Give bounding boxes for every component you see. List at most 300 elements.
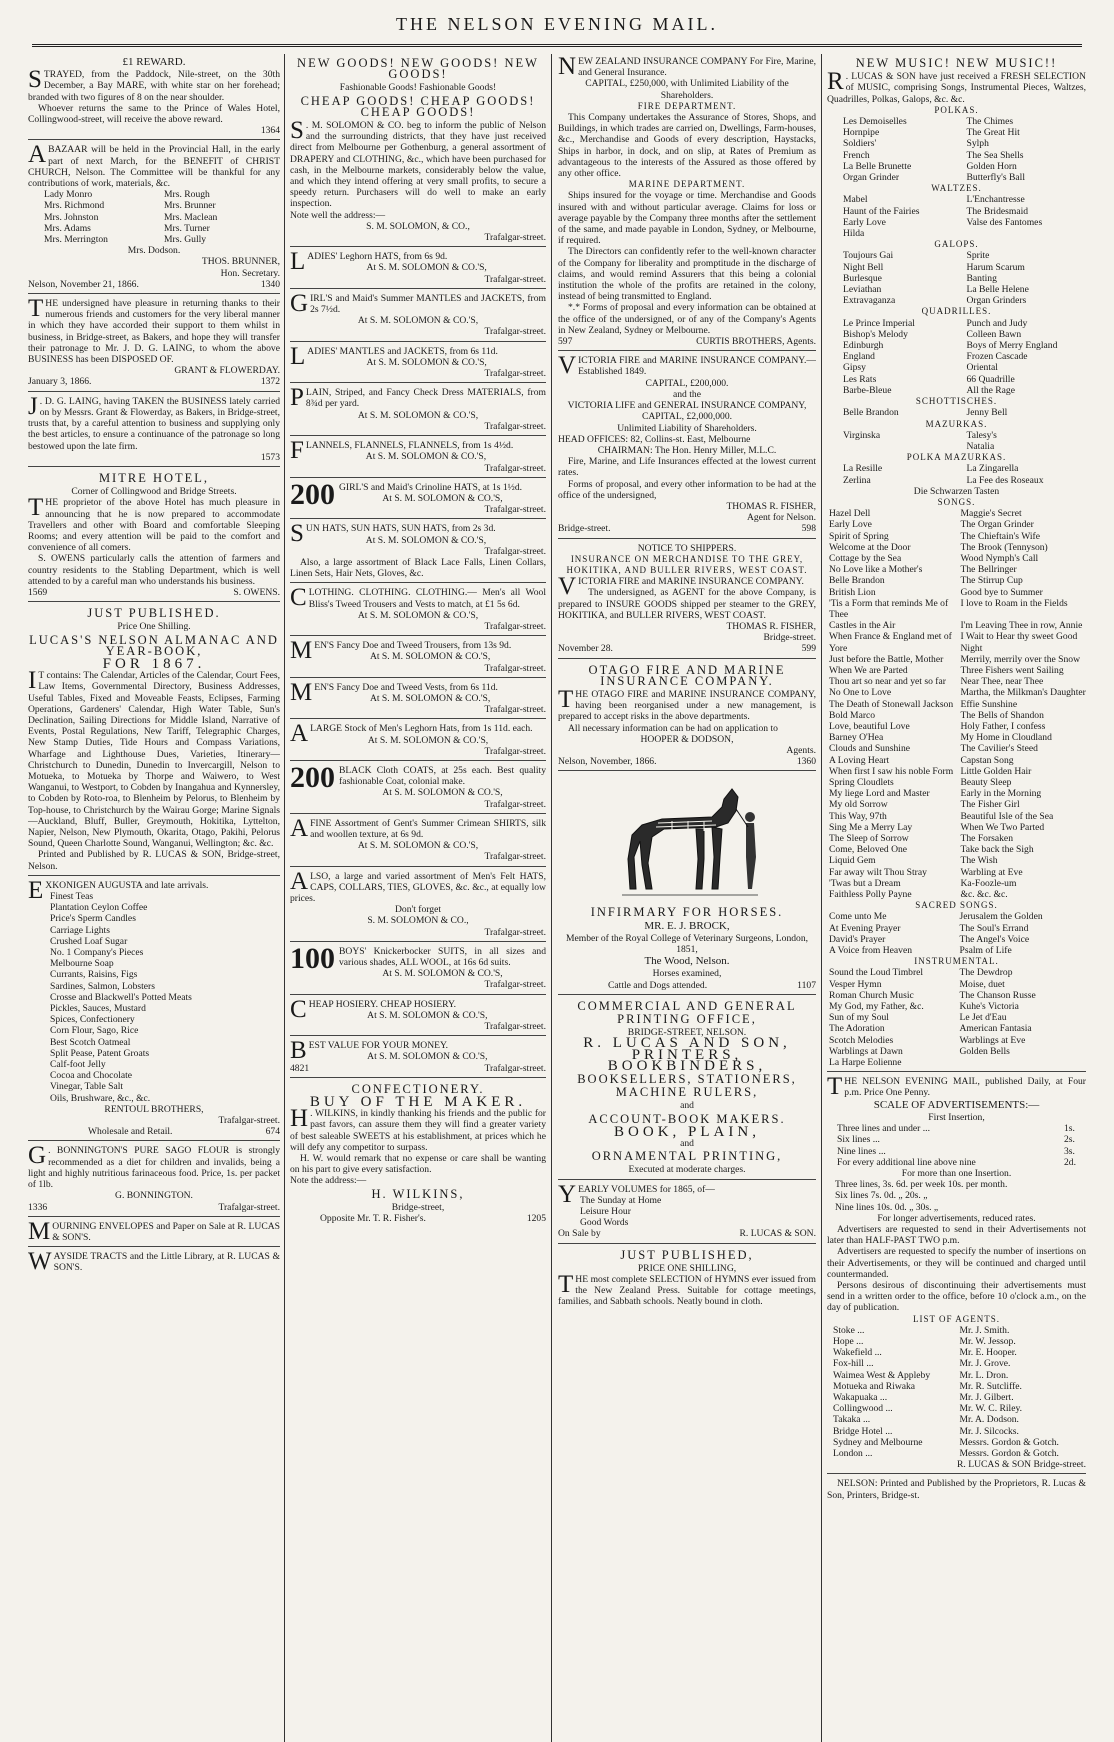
song-title: The Fisher Girl [960,799,1020,811]
victoria-insurance-ad [558,353,816,538]
scale-label: For every additional line above nine [837,1156,976,1168]
ad-trade: BOOK, PLAIN, [614,1123,760,1140]
ad-signature: THOMAS R. FISHER, [726,620,816,632]
sacred-songs-list [827,911,1086,956]
music-item: French [843,149,870,161]
column-rule [821,54,822,1742]
ad-number: 598 [801,523,816,535]
ad-street: Bridge-street. [763,632,816,644]
scale-price: 2d. [1064,1156,1076,1168]
volumes-list [558,1195,816,1229]
ad-address: At S. M. SOLOMON & CO.'S, [369,692,491,704]
solomon-item-ad [290,869,546,942]
ad-body: . M. SOLOMON & CO. beg to inform the public of Nelson and the surrounding districts, that they have just received direct from Melbourne per Gothenburg, a general assortment of DRAPERY and CLOTHING, &c., which have been purchased for cash, in the Melbourne markets, considerably below the value, and which they intend offering at very small profits, to secure a speedy return. Purchasers will do well to make an early inspection. [290,120,546,210]
ad-body: LSO, a large and varied assortment of Men's Felt HATS, CAPS, COLLARS, TIES, GLOVES, &c. &c., at equally low prices. [290,870,546,904]
music-section-title: WALTZES. [931,183,982,194]
ad-trade: MACHINE RULERS, [615,1085,759,1100]
volume-item: The Sunday at Home [580,1194,662,1206]
drop-cap: S [28,66,42,94]
goods-item: Plantation Ceylon Coffee [50,902,148,914]
music-list [827,116,1086,183]
solomon-item-ad [290,816,546,867]
goods-item: Vinegar, Table Salt [50,1081,124,1093]
ad-body: HE proprietor of the above Hotel has much pleasure in announcing that he is now prepared to accommodate Travellers and other with Board and comfortable Sleeping Rooms; and every attention will be paid to the comfort and convenience of all comers. [28,497,280,554]
ad-subheading: Fashionable Goods! Fashionable Goods! [339,82,497,94]
ad-firm: R. LUCAS AND SON, [583,1035,791,1052]
ad-number: 599 [801,643,816,655]
ad-signature: RENTOUL BROTHERS, [104,1103,204,1115]
ad-date: Nelson, November 21, 1866. [28,278,139,290]
ad-address: At S. M. SOLOMON & CO.'S, [366,262,487,274]
ad-heading: JUST PUBLISHED. [87,606,221,621]
ad-note: Note well the address:— [290,209,386,221]
scale-row: Six lines 7s. 0d. „ 20s. „ [835,1190,928,1202]
ad-body: HEAP HOSIERY. CHEAP HOSIERY. [308,998,457,1010]
solomon-item-ad [290,760,546,814]
committee-name: Mrs. Turner [164,222,210,234]
drop-cap: Y [558,1180,577,1208]
song-title: When France & England met of Yore [829,631,952,654]
goods-item: Calf-foot Jelly [50,1059,106,1071]
sacred-song-title: The Angel's Voice [959,933,1030,945]
sacred-song-title: Come unto Me [829,911,887,923]
song-title: When We Two Parted [960,821,1045,833]
ad-body: The undersigned, as AGENT for the above Company, is prepared to INSURE GOODS shipped per steamer to the GREY, HOKITIKA, and BULLER RIVERS, WEST COAST. [558,587,816,621]
instrumental-title: My God, my Father, &c. [829,1001,924,1013]
music-item: The Chimes [966,116,1014,128]
music-item: The Sea Shells [966,149,1024,161]
song-title: The Organ Grinder [960,519,1034,531]
ad-heading: MITRE HOTEL, [98,470,210,485]
wayside-tracts-ad [28,1249,280,1276]
drop-cap: J [28,392,38,420]
drop-cap: P [290,384,304,412]
scale-row: Nine lines 10s. 0d. „ 30s. „ [835,1201,939,1213]
music-section-title: QUADRILLES. [921,306,992,317]
drop-cap: A [290,720,309,748]
music-item: Bishop's Melody [843,328,908,340]
ad-street: Trafalgar-street. [484,1021,546,1033]
ad-number: 1573 [260,451,280,463]
ad-signature-title: Agents. [786,744,816,756]
music-item: Barbe-Bleue [843,384,892,396]
song-title: Early in the Morning [960,788,1042,800]
ad-address: At S. M. SOLOMON & CO.'S, [367,1051,488,1063]
drop-cap: T [558,685,574,713]
ad-address: At S. M. SOLOMON & CO.'S, [365,451,487,463]
ad-year: FOR 1867. [102,655,206,672]
column-rule [284,54,285,1742]
music-item: Extravaganza [843,295,896,307]
ad-subheading: Corner of Collingwood and Bridge Streets. [71,486,237,498]
ad-address: At S. M. SOLOMON & CO.'S, [357,609,479,621]
scale-more [827,1179,1086,1213]
ad-heading: CHEAP GOODS! CHEAP GOODS! CHEAP GOODS! [300,93,536,119]
ad-body: . LUCAS & SON have just received a FRESH SELECTION of MUSIC, comprising Songs, Instrumental Pieces, Waltzes, Quadrilles, Polkas, Galops, &c. &c. [827,71,1086,105]
drop-cap: A [290,867,309,895]
solomon-item-ad [290,521,546,583]
ad-connector: and [680,1138,694,1150]
ad-note: Wholesale and Retail. [88,1126,173,1138]
drop-cap: W [28,1248,52,1276]
hymns-ad [558,1246,816,1311]
agent-name: Mr. J. Grove. [959,1358,1011,1370]
music-item: Sprite [966,250,990,262]
instrumental-title: Vesper Hymn [829,978,882,990]
ad-number: 1107 [797,979,816,991]
volume-item: Leisure Hour [580,1206,631,1218]
ad-number: 1340 [260,278,280,290]
ad-street: Trafalgar-street. [484,462,546,474]
ad-heading: BUY OF THE MAKER. [309,1094,527,1111]
music-item: La Resille [843,463,883,475]
ad-address: At S. M. SOLOMON & CO.'S, [357,315,479,327]
ad-signature: HOOPER & DODSON, [640,733,734,745]
song-title: Cottage by the Sea [829,552,902,564]
ad-body: Advertisers are requested to specify the number of insertions on their Advertisements, or they will be continued and charged until countermanded. [827,1246,1086,1280]
drop-cap: T [28,494,44,522]
goods-item: Carriage Lights [50,924,110,936]
scale-price: 1s. [1064,1123,1075,1135]
drop-cap: L [290,248,306,276]
ad-date: January 3, 1866. [28,376,92,388]
agent-name: Mr. W. Jessop. [959,1335,1016,1347]
drop-cap: R [827,68,844,96]
agents-heading: LIST OF AGENTS. [912,1313,1001,1324]
ad-signature: S. OWENS. [233,586,280,598]
sacred-song-title: At Evening Prayer [829,922,901,934]
music-item: Talesy's [966,429,997,441]
drop-cap: E [28,876,44,904]
ad-body: All necessary information can be had on application to [568,722,778,734]
music-item: La Zingarella [966,463,1019,475]
drop-cap: I [28,667,37,695]
music-item: Les Rats [843,373,877,385]
solomon-item-ad [290,385,546,436]
solomon-item-ad [290,438,546,478]
agent-name: Mr. A. Dodson. [959,1414,1019,1426]
committee-name: Mrs. Dodson. [127,245,181,257]
ad-subheading: INSURANCE ON MERCHANDISE TO THE GREY, HOKITIKA, AND BULLER RIVERS, WEST COAST. [566,553,808,575]
scale-label: Six lines ... [837,1134,880,1146]
agent-location: Hope ... [833,1335,864,1347]
ad-street: Trafalgar-street. [484,620,546,632]
ad-body: LAIN, Striped, and Fancy Check Dress MATERIALS, from 8¾d per yard. [305,387,546,410]
ad-body: Persons desirous of discontinuing their advertisements must send in a written order to the office, before 10 o'clock a.m., on the day of publication. [827,1279,1086,1314]
solomon-item-ad [290,680,546,720]
ad-body: . BONNINGTON'S PURE SAGO FLOUR is strongly recommended as a diet for children and invalids, being a light and highly nutritious farinaceous food. Price, 1s. per packet of 1lb. [28,1145,280,1191]
notice-to-shippers-ad [558,541,816,659]
goods-item: Split Pease, Patent Groats [50,1047,150,1059]
committee-name: Mrs. Merrington [44,234,108,246]
ad-trade: PRINTERS, [631,1046,743,1063]
ad-body: HE most complete SELECTION of HYMNS ever issued from the New Zealand Press. Suitable for cottage meetings, families, and Sabbath schools. Neatly bound in cloth. [558,1274,816,1308]
ad-heading: EARLY VOLUMES for 1865, of— [578,1183,715,1195]
instrumental-list [827,967,1086,1068]
music-section-title: SCHOTTISCHES. [915,396,998,407]
ad-body: GIRL'S and Maid's Crinoline HATS, at 1s 1½d. [339,481,523,493]
music-list [827,407,1086,418]
ad-body: S. OWENS particularly calls the attention of farmers and country residents to the Stabling Department, which is well attended to by a careful man who understands his business. [28,553,280,587]
song-title: Come, Beloved One [829,844,908,856]
song-title: The Brook (Tennyson) [960,541,1048,553]
song-title: I Wait to Hear thy sweet Good Night [960,631,1078,654]
song-title: Beauty Sleep [960,777,1012,788]
music-item: Natalia [966,440,995,452]
drop-cap: L [290,342,306,370]
ad-title: LUCAS'S NELSON ALMANAC AND YEAR-BOOK, [29,632,279,658]
song-title: Liquid Gem [829,855,876,867]
column-4 [827,54,1086,1738]
ad-street: Trafalgar-street. [484,662,546,674]
ad-signature: THOS. BRUNNER, [201,256,280,268]
agent-location: Bridge Hotel ... [833,1425,893,1437]
instrumental-title: Roman Church Music [829,989,914,1001]
committee-name: Mrs. Gully [164,234,207,246]
ad-capital: CAPITAL, £2,000,000. [641,411,733,423]
ad-heading: VICTORIA LIFE and GENERAL INSURANCE COMPANY, [567,400,807,412]
bazaar-ad [28,142,280,294]
agent-location: Sydney and Melbourne [833,1436,923,1448]
music-item: Hornpipe [843,127,880,139]
scale-table [827,1123,1086,1168]
drop-cap: C [290,584,307,612]
song-title: British Lion [829,586,876,598]
imprint-text: NELSON: Printed and Published by the Proprietors, R. Lucas & Son, Printers, Bridge-st. [827,1478,1086,1501]
ad-office: HEAD OFFICES: 82, Collins-st. East, Melbourne [558,433,751,445]
agent-name: Mr. L. Dron. [959,1369,1009,1381]
ad-body: OURNING ENVELOPES and Paper on Sale at R. LUCAS & SON'S. [52,1220,280,1243]
ad-heading: NOTICE TO SHIPPERS. [637,542,737,554]
ad-address: Opposite Mr. T. R. Fisher's. [320,1213,426,1225]
music-item: Early Love [843,216,886,228]
ad-body: BLACK Cloth COATS, at 25s each. Best quality fashionable Coat, colonial make. [339,764,546,788]
ad-street: Trafalgar-street. [484,232,546,244]
solomon-item-ad [290,585,546,636]
ad-connector: and [680,1100,694,1112]
solomon-item-ad [290,941,546,995]
committee-name: Mrs. Johnston [44,211,99,223]
music-item: Mabel [843,194,868,206]
music-item [843,441,963,452]
song-title: Capstan Song [960,754,1014,766]
ad-heading: JUST PUBLISHED, [620,1247,754,1262]
drop-cap: A [290,814,309,842]
ad-body: EST VALUE FOR YOUR MONEY. [308,1040,449,1052]
song-title: Early Love [829,519,872,531]
agent-location: Motueka and Riwaka [833,1380,916,1392]
scale-subheading: For more than one Insertion. [901,1167,1012,1179]
ad-date: November 28. [558,643,613,655]
goods-item: Spices, Confectionery [50,1014,135,1026]
ad-trade: BOOKBINDERS, [607,1057,767,1074]
drop-number: 200 [290,760,335,794]
wilkins-confectionery-ad [290,1080,546,1227]
ad-body: ADIES' Leghorn HATS, from 6s 9d. [307,251,448,263]
ad-imprint: Printed and Published by R. LUCAS & SON, Bridge-street, Nelson. [28,849,280,872]
drop-cap: G [28,1142,47,1170]
music-section-title: INSTRUMENTAL. [914,956,999,967]
goods-item: Corn Flour, Sago, Rice [50,1025,139,1037]
music-item: Organ Grinder [843,172,900,184]
instrumental-title: Warblings at Eve [959,1034,1026,1046]
ad-signature: CURTIS BROTHERS, Agents. [696,336,816,348]
ad-street: Trafalgar-street. [484,545,546,557]
ad-body: TRAYED, from the Paddock, Nile-street, on the 30th December, a Bay MARE, with white star on her forehead; branded with two figures of 8 on the near shoulder. [28,69,280,103]
song-title: Bold Marco [829,709,876,721]
drop-cap: B [290,1037,307,1065]
ad-address: BRIDGE-STREET, NELSON. [627,1027,747,1039]
ad-street: Trafalgar-street. [484,273,546,285]
song-title: Beautiful Isle of the Sea [960,810,1054,822]
agent-location: Wakapuaka ... [833,1391,888,1403]
agent-location: Takaka ... [833,1414,871,1426]
committee-name: Lady Monro [44,189,93,201]
ad-section-title: MARINE DEPARTMENT. [628,179,746,190]
ad-number: 597 [558,336,573,348]
ad-signature-title: Agent for Nelson. [746,512,816,524]
ad-signature: THOMAS R. FISHER, [726,500,816,512]
agent-name: Mr. J. Gilbert. [959,1391,1014,1403]
bonnington-ad [28,1143,280,1216]
song-title: No Love like a Mother's [829,564,923,576]
ad-body: HE OTAGO FIRE and MARINE INSURANCE COMPANY, having been reorganised under a new management, is prepared to accept risks in the above departments. [558,688,816,723]
music-list [827,250,1086,306]
goods-item: Crushed Loaf Sugar [50,935,128,947]
ad-street: Trafalgar-street. [484,745,546,757]
yearly-volumes-ad [558,1182,816,1244]
ad-body: The Directors can confidently refer to the well-known character of the Company for liberality and promptitude in the discharge of claims, and would remind Assurers that this being a colonial institution the whole of the profits are retained in the colony, instead of being transmitted to England. [558,246,816,303]
drop-cap: V [558,573,577,601]
ad-street: Trafalgar-street. [484,504,546,516]
music-section-title: SONGS. [937,496,976,507]
ad-heading: PRINTING OFFICE, [617,1012,757,1027]
sacred-song-title: A Voice from Heaven [829,945,913,957]
ad-body: Horses examined, [652,968,722,980]
song-title: Just before the Battle, Mother [829,653,944,665]
agent-location: Waimea West & Appleby [833,1369,931,1381]
music-item: Sylph [966,138,989,150]
solomon-main-ad [290,54,546,247]
instrumental-title: The Chanson Russe [959,989,1036,1001]
ad-body: Also, a large assortment of Black Lace Falls, Linen Collars, Linen Sets, Hair Nets, Gloves, &c. [290,556,546,580]
ad-street: Trafalgar-street. [484,851,546,863]
ad-street: Bridge-street. [558,523,611,535]
instrumental-title: Le Jet d'Eau [959,1012,1007,1024]
ad-body: BAZAAR will be held in the Provincial Hall, in the early part of next March, for the BENEFIT of CHRIST CHURCH, Nelson. The Committee will be thankful for any contributions of work, materials, &c. [28,144,280,190]
music-item: Burlesque [843,272,882,284]
reward-ad [28,54,280,140]
ad-capital: CAPITAL, £250,000, with Unlimited Liability of the Shareholders. [585,78,789,101]
ad-body: H. W. would remark that no expense or care shall be wanting on his part to give every satisfaction. [290,1153,546,1176]
ad-signature: S. M. SOLOMON, & CO., [366,220,470,232]
grant-flowerday-ad [28,296,280,392]
song-title: Take back the Sigh [960,844,1034,856]
ad-address: At S. M. SOLOMON & CO.'S, [369,651,491,663]
song-title: Love, beautiful Love [829,720,910,732]
song-title: Holy Father, I confess [960,720,1046,732]
solomon-item-ad [290,344,546,384]
ad-heading: NEW MUSIC! NEW MUSIC!! [855,56,1058,70]
music-item: L'Enchantresse [966,194,1025,206]
song-title: Merrily, merrily over the Snow [960,653,1081,665]
ad-address: At S. M. SOLOMON & CO.'S, [382,492,503,504]
goods-list [28,891,280,1104]
music-item: 66 Quadrille [966,373,1015,385]
agent-location: Collingwood ... [833,1403,893,1415]
ad-body: . D. G. LAING, having TAKEN the BUSINESS lately carried on by Messrs. Grant & Flowerday, as Bakers, in Bridge-street, trusts that, by a careful attention to business and supplying only the best articles, to ensure a continuance of the patronage so long bestowed upon the late firm. [28,395,280,452]
ad-body: Fire, Marine, and Life Insurances effected at the lowest current rates. [558,456,816,479]
ad-note: On Sale by [558,1228,601,1240]
evening-mail-ad [827,1074,1086,1474]
ad-body: This Company undertakes the Assurance of Stores, Shops, and Buildings, in which trades are carried on, Dwellings, Farm-houses, &c., Merchandise and Goods of every description, Haystacks, Ships in harbor, in dock, and on slip, at Rates of Premium as advantageous to the interests of the Assured as those offered by any other office. [558,112,816,180]
ad-body: . WILKINS, in kindly thanking his friends and the public for past favors, can assure them they will find a greater variety of best saleable SWEETS at his establishment, at prices which he will defy any competitor to surpass. [290,1108,546,1153]
ad-body: HE NELSON EVENING MAIL, published Daily, at Four p.m. Price One Penny. [844,1076,1086,1099]
ad-body: ADIES' MANTLES and JACKETS, from 6s 11d. [307,345,498,357]
ad-street: Trafalgar-street. [218,1201,280,1213]
sacred-song-title: Jerusalem the Golden [959,911,1043,923]
scale-heading: SCALE OF ADVERTISEMENTS:— [873,1098,1040,1111]
music-item: Belle Brandon [843,407,899,419]
goods-item: Crosse and Blackwell's Potted Meats [50,991,192,1003]
song-title: This Way, 97th [829,810,887,822]
ad-address: At S. M. SOLOMON & CO.'S, [366,356,487,368]
drop-cap: M [290,678,313,706]
ad-trade: ACCOUNT-BOOK MAKERS. [588,1111,786,1126]
ad-body: BOYS' Knickerbocker SUITS, in all sizes and various shades, ALL WOOL, at 16s 6d suits. [339,945,546,969]
ad-address: At S. M. SOLOMON & CO.'S, [357,840,479,852]
music-item: England [843,351,875,363]
sacred-song-title: Psalm of Life [959,945,1012,957]
ad-body: *.* Forms of proposal and every information can be obtained at the office of the undersigned, or of any of the Company's Agents in New Zealand, Sydney or Melbourne. [558,302,816,336]
music-item: Haunt of the Fairies [843,205,920,217]
drop-cap: T [558,1271,574,1299]
goods-item: Cocoa and Chocolate [50,1070,133,1082]
ad-address: At S. M. SOLOMON & CO.'S, [382,787,503,799]
ad-heading: CONFECTIONERY. [351,1081,485,1096]
scale-price: 3s. [1064,1145,1075,1157]
ad-street: Trafalgar-street. [484,926,546,938]
music-item: Valse des Fantomes [966,216,1043,228]
ad-number: 4821 [290,1062,310,1074]
music-sections [827,105,1086,486]
ad-address: At S. M. SOLOMON & CO.'S, [357,409,479,421]
ad-body: LARGE Stock of Men's Leghorn Hats, from 1s 11d. each. [310,723,533,735]
music-section-title: GALOPS. [934,239,979,250]
song-title: When first I saw his noble Form [829,765,954,777]
solomon-item-ad [290,638,546,678]
ad-capital: CAPITAL, £200,000. [645,377,729,389]
imprint [827,1476,1086,1503]
otago-insurance-ad [558,661,816,772]
music-item: Virginska [843,429,881,441]
agent-name: Mr. W. C. Riley. [959,1403,1023,1415]
music-item: Zerlina [843,474,871,486]
drop-cap: V [558,352,577,380]
music-item: Butterfly's Ball [966,172,1025,184]
ad-body: Forms of proposal, and every other information to be had at the office of the undersigned, [558,478,816,501]
song-title: Little Golden Hair [960,765,1032,777]
drop-cap: N [558,54,577,80]
ad-signature: G. BONNINGTON. [115,1190,193,1202]
song-title: Ka-Foozle-um [960,877,1017,889]
new-music-ad [827,54,1086,1072]
committee-name: Mrs. Maclean [164,211,218,223]
music-item: Jenny Bell [966,407,1008,419]
ad-body: Ships insured for the voyage or time. Merchandise and Goods insured with and without particular average. Claims for loss or average payable by the Company three months after the settlement of the same, and made payable in London, Sydney, or Melbourne, if required. [558,190,816,247]
song-title: My liege Lord and Master [829,788,930,800]
music-item: Boys of Merry England [966,340,1058,352]
